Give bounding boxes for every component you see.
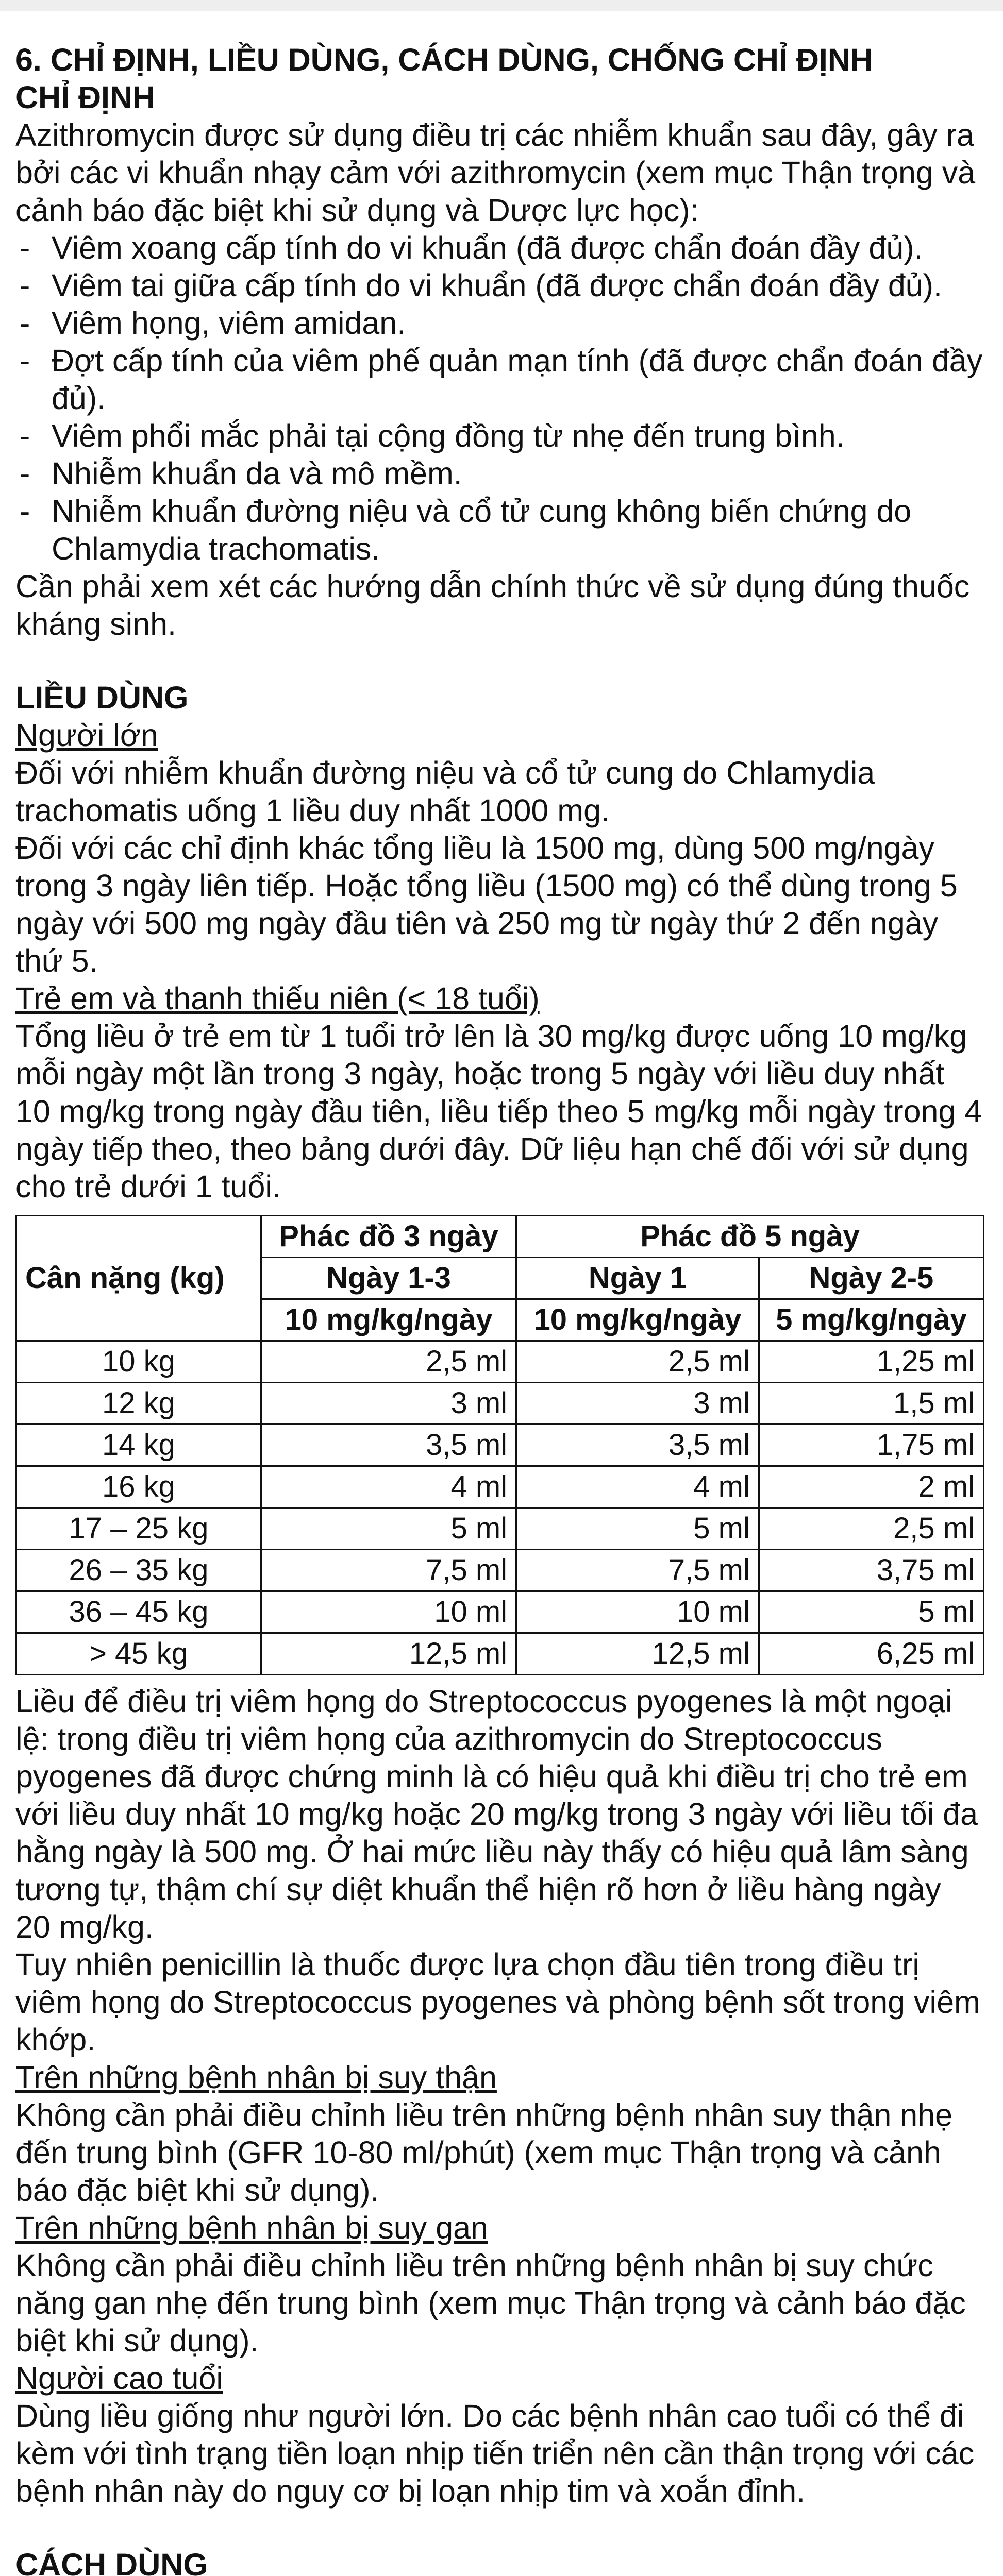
- list-item: - Nhiễm khuẩn đường niệu và cổ tử cung không biến chứng do Chlamydia trachomatis.: [20, 494, 912, 566]
- table-cell: 36 – 45 kg: [16, 1591, 261, 1633]
- table-cell: 7,5 ml: [516, 1550, 759, 1591]
- adults-paragraph-2: Đối với các chỉ định khác tổng liều là 1500 mg, dùng 500 mg/ngày trong 3 ngày liên tiếp. Hoặc tổng liều (1500 mg) có thể dùng trong 5 ngày với 500 mg ngày đầu tiên và 250 mg từ ngày thứ 2 đến ngày thứ 5.: [15, 831, 958, 978]
- renal-paragraph: Không cần phải điều chỉnh liều trên những bệnh nhân suy thận nhẹ đến trung bình (GFR 10-80 ml/phút) (xem mục Thận trọng và cảnh báo đặc biệt khi sử dụng).: [15, 2097, 953, 2208]
- table-row: [16, 1466, 984, 1508]
- indications-list: [15, 229, 984, 568]
- table-cell: 7,5 ml: [261, 1550, 516, 1591]
- elderly-label: Người cao tuổi: [15, 2361, 223, 2396]
- table-cell: 26 – 35 kg: [16, 1550, 261, 1591]
- section-heading: 6. CHỈ ĐỊNH, LIỀU DÙNG, CÁCH DÙNG, CHỐNG CHỈ ĐỊNH: [15, 42, 873, 77]
- table-row: [16, 1383, 984, 1425]
- table-cell: 3 ml: [261, 1383, 516, 1425]
- table-cell: 1,75 ml: [759, 1425, 983, 1466]
- table-row: [16, 1425, 984, 1466]
- indications-intro: Azithromycin được sử dụng điều trị các nhiễm khuẩn sau đây, gây ra bởi các vi khuẩn nhạy cảm với azithromycin (xem mục Thận trọng và cảnh báo đặc biệt khi sử dụng và Dược lực học):: [15, 117, 976, 228]
- dosage-table: [15, 1215, 984, 1675]
- table-row: [16, 1591, 984, 1633]
- table-cell: 2,5 ml: [261, 1341, 516, 1383]
- header-5day: Phác đồ 5 ngày: [516, 1216, 984, 1258]
- table-cell: 5 ml: [759, 1591, 983, 1633]
- table-cell: 2,5 ml: [516, 1341, 759, 1383]
- list-item: - Nhiễm khuẩn da và mô mềm.: [20, 456, 462, 491]
- table-cell: 2 ml: [759, 1466, 983, 1508]
- table-cell: 5 ml: [516, 1508, 759, 1550]
- table-cell: 3 ml: [516, 1383, 759, 1425]
- table-cell: > 45 kg: [16, 1633, 261, 1675]
- unit-5day-1: 10 mg/kg/ngày: [516, 1299, 759, 1341]
- subheader-5day-2: Ngày 2-5: [759, 1258, 983, 1299]
- list-item: - Viêm phổi mắc phải tại cộng đồng từ nhẹ đến trung bình.: [20, 418, 845, 453]
- indications-heading: CHỈ ĐỊNH: [15, 80, 156, 115]
- table-cell: 12,5 ml: [516, 1633, 759, 1675]
- list-item: - Viêm xoang cấp tính do vi khuẩn (đã được chẩn đoán đầy đủ).: [20, 230, 923, 265]
- list-item: - Viêm họng, viêm amidan.: [20, 306, 406, 341]
- table-cell: 12 kg: [16, 1383, 261, 1425]
- table-cell: 1,25 ml: [759, 1341, 983, 1383]
- header-weight: Cân nặng (kg): [16, 1216, 261, 1341]
- table-cell: 3,5 ml: [516, 1425, 759, 1466]
- table-cell: 10 ml: [261, 1591, 516, 1633]
- table-cell: 3,5 ml: [261, 1425, 516, 1466]
- table-cell: 17 – 25 kg: [16, 1508, 261, 1550]
- adults-label: Người lớn: [15, 718, 158, 753]
- subheader-3day: Ngày 1-3: [261, 1258, 516, 1299]
- table-row: [16, 1550, 984, 1591]
- table-cell: 10 kg: [16, 1341, 261, 1383]
- table-cell: 1,5 ml: [759, 1383, 983, 1425]
- usage-heading: CÁCH DÙNG: [15, 2547, 208, 2576]
- unit-5day-2: 5 mg/kg/ngày: [759, 1299, 983, 1341]
- table-cell: 3,75 ml: [759, 1550, 983, 1591]
- list-item: - Viêm tai giữa cấp tính do vi khuẩn (đã được chẩn đoán đầy đủ).: [20, 268, 942, 303]
- table-cell: 14 kg: [16, 1425, 261, 1466]
- table-cell: 16 kg: [16, 1466, 261, 1508]
- table-cell: 2,5 ml: [759, 1508, 983, 1550]
- table-cell: 4 ml: [261, 1466, 516, 1508]
- dosage-heading: LIỀU DÙNG: [15, 680, 189, 715]
- table-row: [16, 1508, 984, 1550]
- table-cell: 6,25 ml: [759, 1633, 983, 1675]
- strep-paragraph-2: Tuy nhiên penicillin là thuốc được lựa chọn đầu tiên trong điều trị viêm họng do Streptococcus pyogenes và phòng bệnh sốt trong viêm khớp.: [15, 1947, 980, 2057]
- elderly-paragraph: Dùng liều giống như người lớn. Do các bệnh nhân cao tuổi có thể đi kèm với tình trạng tiền loạn nhịp tiến triển nên cần thận trọng với các bệnh nhân này do nguy cơ bị loạn nhịp tim và xoắn đỉnh.: [15, 2398, 975, 2509]
- adults-paragraph-1: Đối với nhiễm khuẩn đường niệu và cổ tử cung do Chlamydia trachomatis uống 1 liều duy nhất 1000 mg.: [15, 755, 875, 828]
- page-top-edge: [0, 0, 1003, 11]
- hepatic-paragraph: Không cần phải điều chỉnh liều trên những bệnh nhân bị suy chức năng gan nhẹ đến trung bình (xem mục Thận trọng và cảnh báo đặc biệt khi sử dụng).: [15, 2248, 966, 2358]
- hepatic-label: Trên những bệnh nhân bị suy gan: [15, 2210, 488, 2245]
- table-cell: 4 ml: [516, 1466, 759, 1508]
- children-label: Trẻ em và thanh thiếu niên (< 18 tuổi): [15, 981, 540, 1016]
- renal-label: Trên những bệnh nhân bị suy thận: [15, 2060, 497, 2095]
- document-page: [15, 41, 984, 2576]
- table-cell: 5 ml: [261, 1508, 516, 1550]
- table-row: [16, 1341, 984, 1383]
- subheader-5day-1: Ngày 1: [516, 1258, 759, 1299]
- table-row: [16, 1633, 984, 1675]
- children-paragraph: Tổng liều ở trẻ em từ 1 tuổi trở lên là 30 mg/kg được uống 10 mg/kg mỗi ngày một lần trong 3 ngày, hoặc trong 5 ngày với liều duy nhất 10 mg/kg trong ngày đầu tiên, liều tiếp theo 5 mg/kg mỗi ngày trong 4 ngày tiếp theo, theo bảng dưới đây. Dữ liệu hạn chế đối với sử dụng cho trẻ dưới 1 tuổi.: [15, 1019, 982, 1204]
- unit-3day: 10 mg/kg/ngày: [261, 1299, 516, 1341]
- list-item: - Đợt cấp tính của viêm phế quản mạn tính (đã được chẩn đoán đầy đủ).: [20, 343, 983, 416]
- table-cell: 10 ml: [516, 1591, 759, 1633]
- table-cell: 12,5 ml: [261, 1633, 516, 1675]
- indications-note: Cần phải xem xét các hướng dẫn chính thức về sử dụng đúng thuốc kháng sinh.: [15, 569, 970, 641]
- table-header-row: [16, 1216, 984, 1258]
- strep-paragraph-1: Liều để điều trị viêm họng do Streptococcus pyogenes là một ngoại lệ: trong điều trị viêm họng của azithromycin do Streptococcus pyogenes đã được chứng minh là có hiệu quả khi điều trị cho trẻ em với liều duy nhất 10 mg/kg hoặc 20 mg/kg trong 3 ngày với liều tối đa hằng ngày là 500 mg. Ở hai mức liều này thấy có hiệu quả lâm sàng tương tự, thậm chí sự diệt khuẩn thể hiện rõ hơn ở liều hàng ngày 20 mg/kg.: [15, 1684, 978, 1944]
- header-3day: Phác đồ 3 ngày: [261, 1216, 516, 1258]
